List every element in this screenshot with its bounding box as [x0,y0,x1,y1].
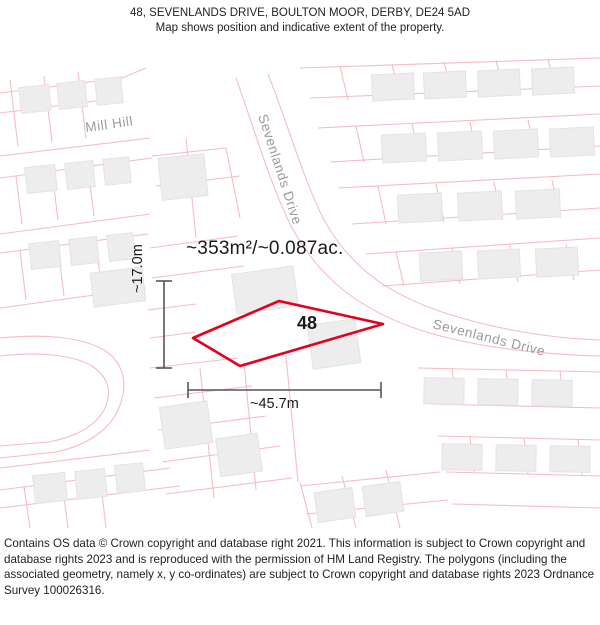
page-subtitle: Map shows position and indicative extent of the property. [155,22,445,34]
map-canvas [0,38,600,528]
area-label: ~353m²/~0.087ac. [186,238,344,259]
height-dimension-label: ~17.0m [130,244,146,293]
road-label-sevenlands-drive-upper: Sevenlands Drive [255,112,306,227]
page-title: 48, SEVENLANDS DRIVE, BOULTON MOOR, DERBY, DE24 5AD [130,7,470,19]
copyright-footer: Contains OS data © Crown copyright and database right 2021. This information is subject to Crown copyright and database rights 2023 and is reproduced with the permission of HM Land Registry. The polygons (including the associated geometry, namely x, y co-ordinates) are subject to Crown copyright and database rights 2023 Ordnance Survey 100026316. [4,537,595,597]
page-header [0,0,600,36]
width-dimension-label: ~45.7m [250,396,299,412]
road-label-sevenlands-drive-lower: Sevenlands Drive [431,316,547,359]
road-label-mill-hill: Mill Hill [84,113,135,135]
plot-number-label: 48 [297,313,318,333]
property-map[interactable] [0,38,600,528]
